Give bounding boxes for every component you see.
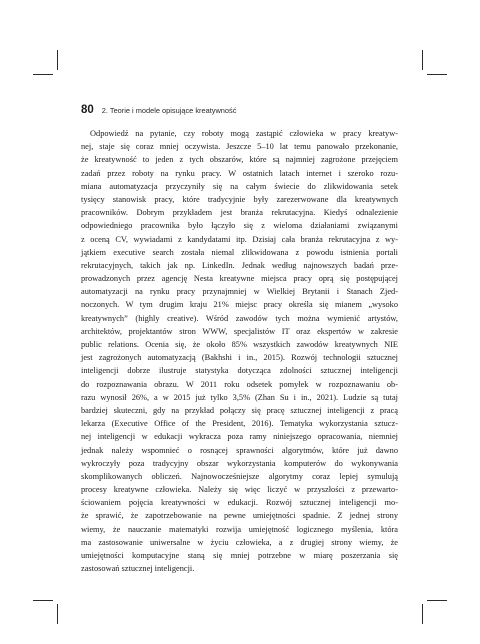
text-line: zastosowań sztucznej inteligencji. [81,564,195,574]
text-line: że kreatywność to jeden z tych obszarów, które są najmniej zagrożone przejęciem [81,155,398,165]
text-line: umiejętności komputacyjne staną się mniej potrzebne w miarę poszerzania się [81,551,398,560]
text-line: zadań przez roboty na rynku pracy. W ostatnich latach internet i szeroko rozu- [81,168,398,178]
text-line: jest zagrożonych automatyzacją (Bakhshi i in., 2015). Rozwój technologii sztucznej [81,353,398,363]
text-line: public relations. Ocenia się, że około 85% wszystkich zawodów kreatywnych NIE [81,340,398,349]
crop-mark-top-right-h [427,74,447,75]
crop-mark-top-left-h [33,74,53,75]
text-line: nej inteligencji w edukacji wykracza poza ramy niniejszego opracowania, niemniej [81,432,398,442]
text-line: Odpowiedź na pytanie, czy roboty mogą zastąpić człowieka w pracy kreatyw- [90,129,398,138]
text-line: rekrutacyjnych, takich jak np. LinkedIn. Jednak według najnowszych badań prze- [81,260,398,270]
crop-mark-bottom-right-h [427,600,447,601]
text-line: razu wynosił 26%, a w 2015 już tylko 3,5% (Zhan Su i in., 2021). Ludzie są tutaj [81,392,398,402]
text-line: ściowaniem pojęcia kreatywności w edukacji. Rozwój sztucznej inteligencji mo- [81,498,398,508]
body-paragraph [81,127,398,575]
running-head: 2. Teorie i modele opisujące kreatywność [101,106,237,115]
text-line: skomplikowanych obliczeń. Najnowocześniejsze algorytmy coraz lepiej symulują [81,471,398,481]
text-line: do rozpoznawania obrazu. W 2011 roku odsetek pomyłek w rozpoznawaniu ob- [81,379,398,389]
page-header [81,104,401,118]
page-number: 80 [81,104,94,116]
text-line: noczonych. W tym drugim kraju 21% miejsc pracy określa się mianem „wysoko [81,300,398,310]
text-line: tysięcy stanowisk pracy, które tradycyjnie były zarezerwowane dla kreatywnych [81,194,398,204]
text-line: odpowiedniego pracownika było łączyło się z wieloma działaniami związanymi [81,221,398,231]
text-line: miana automatyzacja przyczyniły się na całym świecie do zlikwidowania setek [81,181,398,191]
text-line: kreatywnych” (highly creative). Wśród zawodów tych można wymienić artystów, [81,313,398,323]
crop-mark-top-right-v [422,50,423,70]
text-line: jednak należy wspomnieć o rosnącej sprawności algorytmów, które już dawno [81,445,398,455]
text-line: jątkiem executive search została niemal zlikwidowana z powodu istnienia portali [81,247,398,257]
text-line: wiemy, że nauczanie matematyki rozwija umiejętność logicznego myślenia, która [81,524,398,534]
text-line: z oceną CV, wywiadami z kandydatami itp. Dzisiaj cała branża rekrutacyjna z wy- [81,234,398,244]
text-line: bardziej skuteczni, gdy na przykład połączy się pracę sztucznej inteligencji z pracą [81,405,398,415]
text-line: procesy kreatywne człowieka. Należy się więc liczyć w przyszłości z przewarto- [81,485,398,495]
text-line: architektów, projektantów stron WWW, specjalistów IT oraz ekspertów w zakresie [81,326,398,336]
crop-mark-bottom-left-h [33,600,53,601]
text-line: ma zastosowanie uniwersalne w życiu człowieka, a z drugiej strony wiemy, że [81,537,398,547]
crop-mark-bottom-right-v [422,604,423,624]
text-line: że sprawić, że zapotrzebowanie na pewne umiejętności spadnie. Z jednej strony [81,511,398,521]
crop-mark-top-left-v [57,50,58,70]
text-line: nej, staje się coraz mniej oczywista. Jeszcze 5–10 lat temu panowało przekonanie, [81,142,398,152]
text-line: wykroczyły poza tradycyjny obszar wykorzystania komputerów do wykonywania [81,458,398,468]
crop-mark-bottom-left-v [57,604,58,624]
text-line: lekarza (Executive Office of the President, 2016). Tematyka wykorzystania sztucz- [81,419,398,429]
text-line: inteligencji dobrze ilustruje statystyka dotycząca zdolności sztucznej inteligencji [81,366,398,376]
text-line: pracowników. Dobrym przykładem jest branża rekrutacyjna. Kiedyś odnalezienie [81,208,398,218]
text-line: automatyzacji na rynku pracy przynajmniej w Wielkiej Brytanii i Stanach Zjed- [81,287,398,297]
text-line: prowadzonych przez agencję Nesta kreatywne miejsca pracy oprą się postępującej [81,274,398,284]
